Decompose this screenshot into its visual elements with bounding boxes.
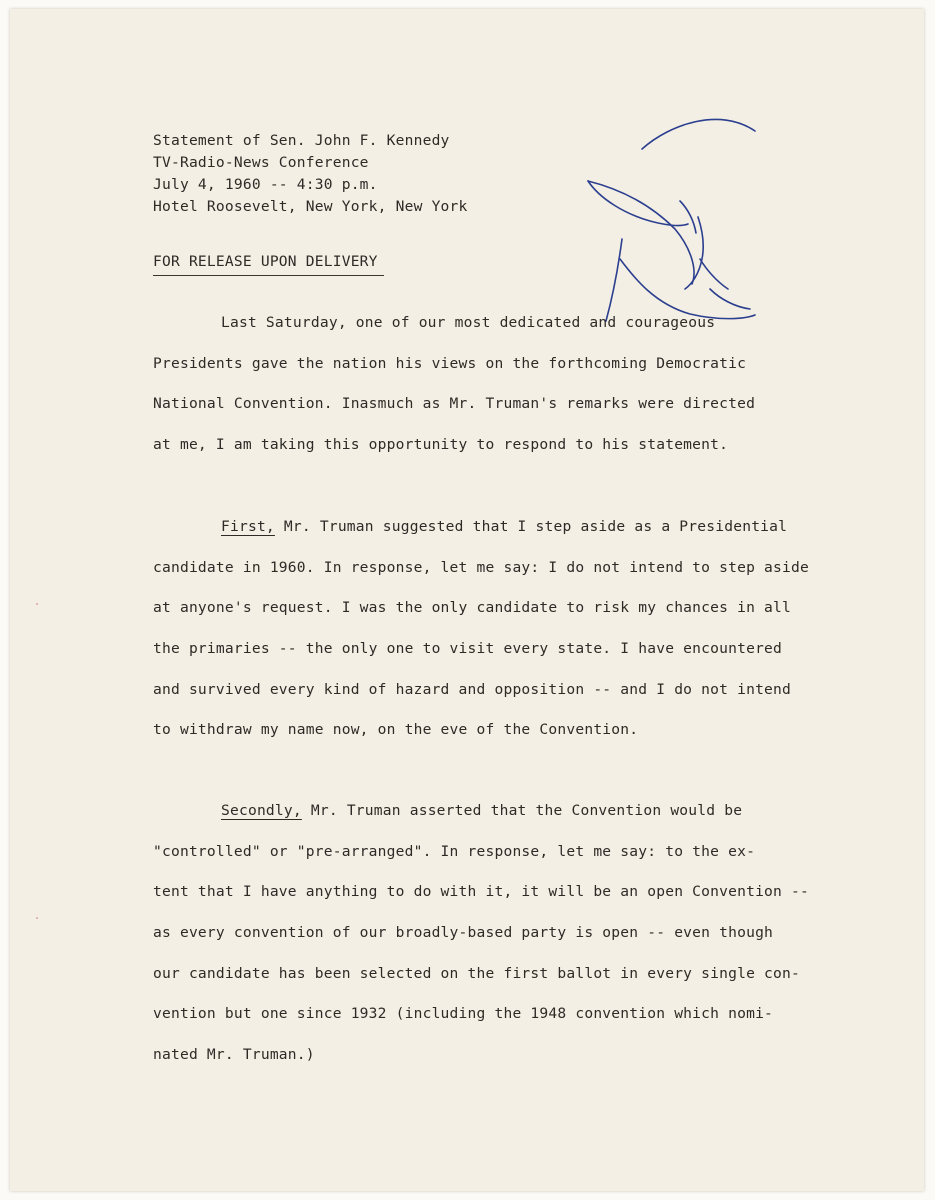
document-page bbox=[10, 9, 924, 1191]
paper-speck bbox=[36, 603, 38, 605]
paragraph-lead-word: Secondly, bbox=[221, 802, 302, 819]
paragraph-line: at anyone's request. I was the only candidate to risk my chances in all bbox=[153, 599, 792, 617]
paragraph-line: Last Saturday, one of our most dedicated and courageous bbox=[221, 314, 716, 331]
paragraph-line: tent that I have anything to do with it, it will be an open Convention -- bbox=[153, 883, 809, 901]
header-location: Hotel Roosevelt, New York, New York bbox=[153, 198, 468, 215]
header-date: July 4, 1960 -- 4:30 p.m. bbox=[153, 176, 378, 193]
paragraph-line: Presidents gave the nation his views on the forthcoming Democratic bbox=[153, 354, 747, 372]
header-title: Statement of Sen. John F. Kennedy bbox=[153, 132, 450, 149]
paragraph-line bbox=[153, 791, 809, 832]
paragraph-line: to withdraw my name now, on the eve of the Convention. bbox=[153, 721, 639, 739]
paragraph-line: and survived every kind of hazard and opposition -- and I do not intend bbox=[153, 680, 792, 698]
paragraph-line-rest: Mr. Truman suggested that I step aside as a Presidential bbox=[274, 518, 788, 535]
paragraph-line: our candidate has been selected on the first ballot in every single con- bbox=[153, 964, 801, 982]
paragraph-1 bbox=[153, 303, 755, 466]
paragraph-line: at me, I am taking this opportunity to respond to his statement. bbox=[153, 436, 729, 454]
paragraph-lead-word: First, bbox=[221, 518, 275, 535]
paragraph-line: vention but one since 1932 (including the 1948 convention which nomi- bbox=[153, 1005, 774, 1023]
release-notice: FOR RELEASE UPON DELIVERY bbox=[153, 252, 384, 276]
paragraph-line: "controlled" or "pre-arranged". In response, let me say: to the ex- bbox=[153, 842, 756, 860]
paper-speck bbox=[36, 917, 38, 919]
paragraph-line: as every convention of our broadly-based party is open -- even though bbox=[153, 924, 774, 942]
header-event: TV-Radio-News Conference bbox=[153, 154, 369, 171]
paragraph-line: National Convention. Inasmuch as Mr. Truman's remarks were directed bbox=[153, 395, 756, 413]
paragraph-line: nated Mr. Truman.) bbox=[153, 1046, 315, 1064]
paragraph-line: the primaries -- the only one to visit every state. I have encountered bbox=[153, 640, 783, 658]
paragraph-line: candidate in 1960. In response, let me say: I do not intend to step aside bbox=[153, 558, 809, 576]
paragraph-line bbox=[153, 507, 809, 548]
statement-header bbox=[153, 130, 468, 218]
paragraph-line-rest: Mr. Truman asserted that the Convention would be bbox=[301, 802, 743, 819]
paragraph-2 bbox=[153, 507, 809, 751]
paragraph-3 bbox=[153, 791, 809, 1076]
